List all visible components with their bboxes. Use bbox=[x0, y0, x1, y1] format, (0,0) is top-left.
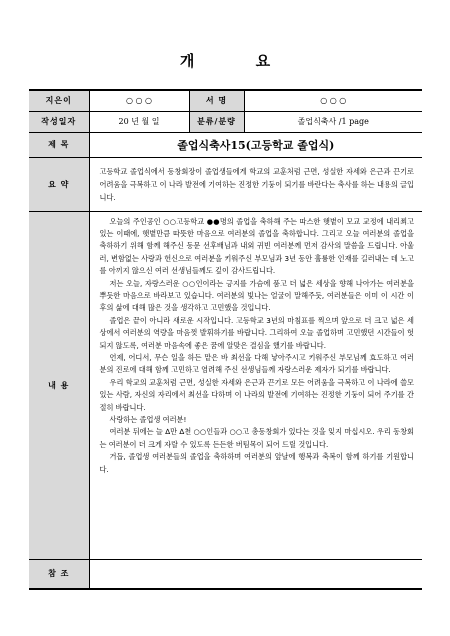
content-paragraph: 우리 학교의 교훈처럼 근면, 성실한 자세와 은근과 끈기로 모든 어려움을 극복하고 이 나라에 쓸모 있는 사람, 자신의 자리에서 최선을 다하며 이 나라의 발전에 기여하는 진정한 기둥이 되어 주기를 간절히 바랍니다. bbox=[99, 377, 414, 412]
content-body bbox=[89, 211, 422, 559]
content-paragraph: 졸업은 끝이 아니라 새로운 시작입니다. 고등학교 3년의 마침표를 찍으며 앞으로 더 크고 넓은 세상에서 여러분의 역량을 마음껏 발휘하기를 바랍니다. 그리하여 오늘 졸업하며 고민했던 시간들이 헛되지 않도록, 여러분 마음속에 좋은 꿈에 알맞은 결심을 했기를 바랍니다. bbox=[99, 315, 414, 350]
book-value: ○ ○ ○ bbox=[244, 90, 422, 111]
subject-row bbox=[29, 132, 422, 157]
summary-label: 요 약 bbox=[29, 157, 89, 211]
document-title: 개 요 bbox=[179, 52, 299, 70]
reference-row bbox=[29, 559, 422, 589]
content-paragraph: 저는 오늘, 자랑스러운 ○○인이라는 긍지를 가슴에 품고 더 넓은 세상을 향해 나아가는 여러분을 뿌듯한 마음으로 바라보고 있습니다. 여러분의 빛나는 얼굴이 말해주듯, 여러분들은 이미 이 시간 이후의 삶에 대해 많은 것을 생각하고 고민했을 것입니다. bbox=[99, 278, 414, 313]
content-label: 내 용 bbox=[29, 211, 89, 559]
subject-value: 졸업식축사15(고등학교 졸업식) bbox=[89, 132, 422, 157]
content-paragraph: 오늘의 주인공인 ○○고등학교 ●●명의 졸업을 축하해 주는 따스한 햇볕이 모교 교정에 내리쬐고 있는 이때에, 햇볕만큼 따뜻한 마음으로 여러분의 졸업을 축하합니다. 그리고 오늘 여러분의 졸업을 축하하기 위해 함께 해주신 동문 선후배님과 내외 귀빈 여러분께 먼저 감사의 말씀을 드립니다. 아울러, 변함없는 사랑과 헌신으로 여러분을 키워주신 부모님과 3년 동안 훌륭한 인재를 길러내는 데 노고를 아끼지 않으신 여러 선생님들께도 깊이 감사드립니다. bbox=[99, 216, 414, 276]
summary-table bbox=[29, 89, 422, 590]
content-paragraph: 거듭, 졸업생 여러분들의 졸업을 축하하며 여러분의 앞날에 행복과 축복이 함께 하기를 기원합니다. bbox=[99, 452, 414, 474]
book-label: 서 명 bbox=[189, 90, 244, 111]
author-label: 지은이 bbox=[29, 90, 89, 111]
summary-text: 고등학교 졸업식에서 동창회장이 졸업생들에게 학교의 교훈처럼 근면, 성실한 자세와 은근과 끈기로 어려움을 극복하고 이 나라 발전에 기여하는 진정한 기둥이 되기를 바란다는 축사를 하는 내용의 글입니다. bbox=[89, 157, 422, 211]
date-label: 작성일자 bbox=[29, 111, 89, 132]
content-row bbox=[29, 211, 422, 559]
date-value: 20 년 월 일 bbox=[89, 111, 189, 132]
reference-label: 참 조 bbox=[29, 559, 89, 589]
subject-label: 제 목 bbox=[29, 132, 89, 157]
category-label: 분류/분량 bbox=[189, 111, 244, 132]
author-row bbox=[29, 90, 422, 111]
category-value: 졸업식축사 /1 page bbox=[244, 111, 422, 132]
content-paragraph: 사랑하는 졸업생 여러분! bbox=[109, 415, 187, 424]
date-row bbox=[29, 111, 422, 132]
author-value: ○ ○ ○ bbox=[89, 90, 189, 111]
summary-row bbox=[29, 157, 422, 211]
content-paragraph: 언제, 어디서, 무슨 일을 하든 맡은 바 최선을 다해 낳아주시고 키워주신 부모님께 효도하고 여러분의 진로에 대해 함께 고민하고 염려해 주신 선생님들께 자랑스러운 제자가 되기를 바랍니다. bbox=[99, 352, 414, 375]
reference-value bbox=[89, 559, 422, 589]
content-paragraph: 여러분 뒤에는 늘 ∆만 ∆천 ○○인들과 ○○고 총동창회가 있다는 것을 잊지 마십시오. 우리 동창회는 여러분이 더 크게 자랄 수 있도록 든든한 버팀목이 되어 드릴 것입니다. bbox=[99, 427, 414, 449]
